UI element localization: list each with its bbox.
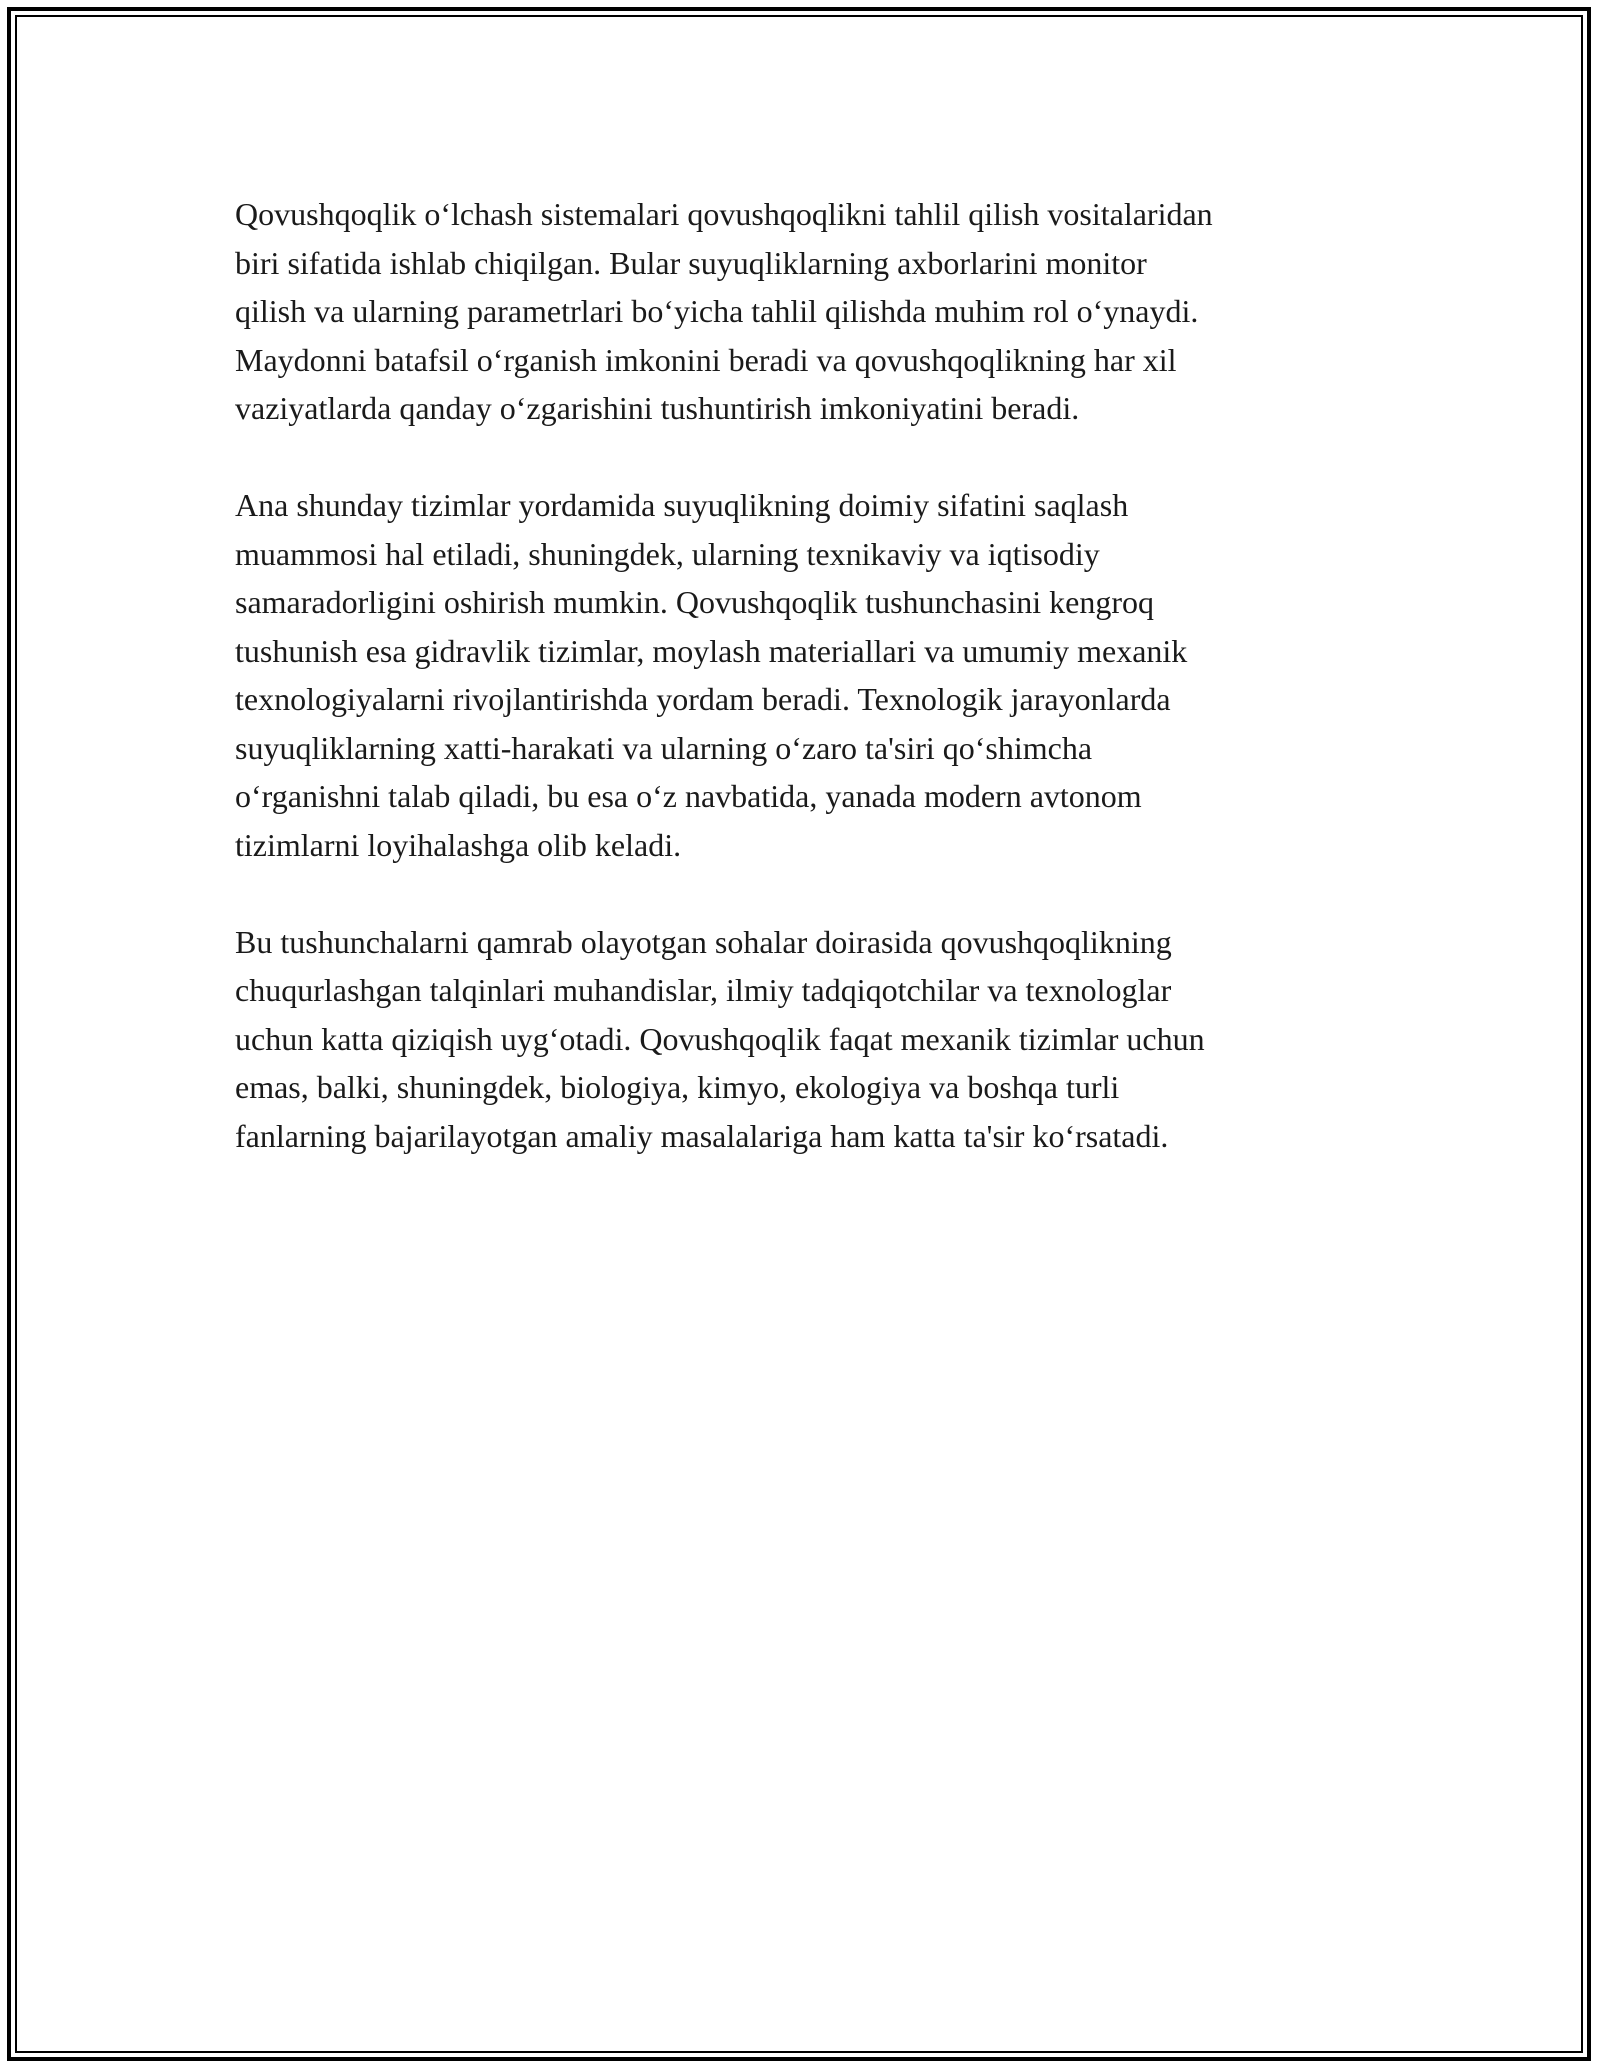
- paragraph-2: Ana shunday tizimlar yordamida suyuqlikning doimiy sifatini saqlash muammosi hal etiladi, shuningdek, ularning texnikaviy va iqtisodiy samaradorligini oshirish mumkin. Qovushqoqlik tushunchasini kengroq tushunish esa gidravlik tizimlar, moylash materiallari va umumiy mexanik texnologiyalarni rivojlantirishda yordam beradi. Texnologik jarayonlarda suyuqliklarning xatti-harakati va ularning o‘zaro ta'siri qo‘shimcha o‘rganishni talab qiladi, bu esa o‘z navbatida, yanada modern avtonom tizimlarni loyihalashga olib keladi.: [235, 487, 1188, 863]
- document-body: [235, 190, 1375, 1209]
- paragraph-1: Qovushqoqlik o‘lchash sistemalari qovushqoqlikni tahlil qilish vositalaridan biri sifatida ishlab chiqilgan. Bular suyuqliklarning axborlarini monitor qilish va ularning parametrlari bo‘yicha tahlil qilishda muhim rol o‘ynaydi. Maydonni batafsil o‘rganish imkonini beradi va qovushqoqlikning har xil vaziyatlarda qanday o‘zgarishini tushuntirish imkoniyatini beradi.: [235, 196, 1213, 426]
- paragraph-3: Bu tushunchalarni qamrab olayotgan sohalar doirasida qovushqoqlikning chuqurlashgan talqinlari muhandislar, ilmiy tadqiqotchilar va texnologlar uchun katta qiziqish uyg‘otadi. Qovushqoqlik faqat mexanik tizimlar uchun emas, balki, shuningdek, biologiya, kimyo, ekologiya va boshqa turli fanlarning bajarilayotgan amaliy masalalariga ham katta ta'sir ko‘rsatadi.: [235, 923, 1205, 1154]
